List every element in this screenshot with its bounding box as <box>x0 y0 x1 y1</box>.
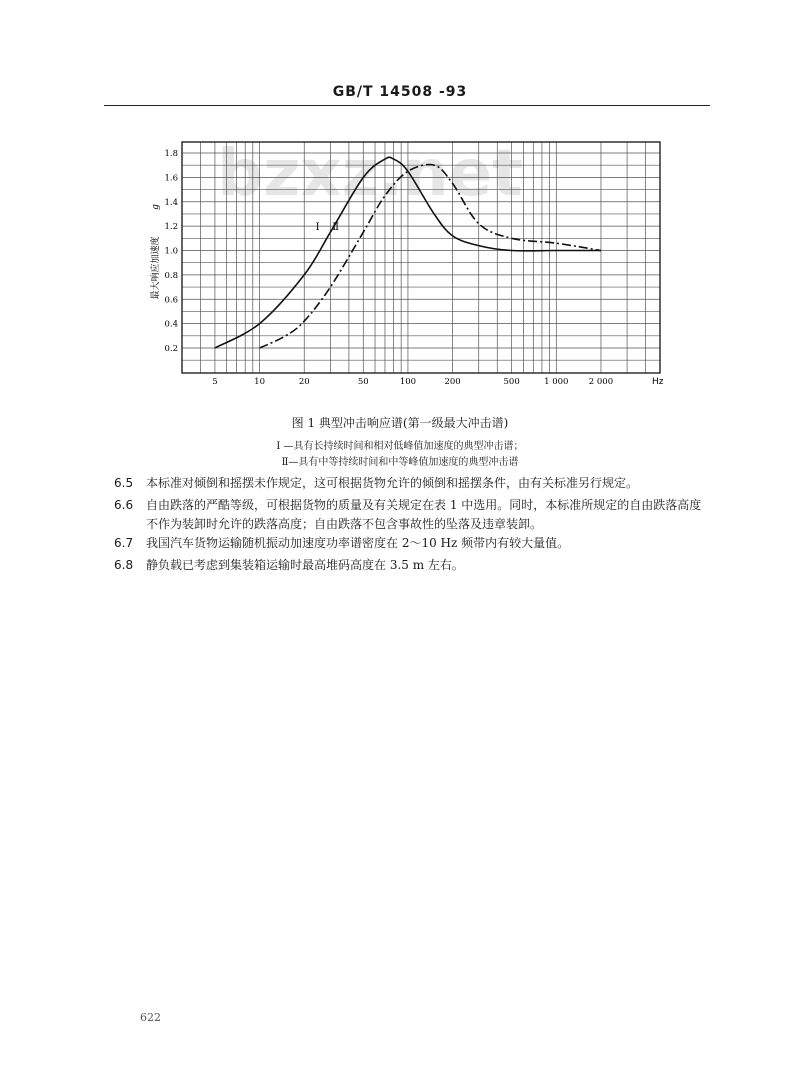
x-tick-label: 10 <box>254 377 265 387</box>
clause-text: 我国汽车货物运输随机振动加速度功率谱密度在 2～10 Hz 频带内有较大量值。 <box>146 536 570 550</box>
watermark: bzxz.net <box>217 137 523 211</box>
y-tick-label: 0.8 <box>164 270 178 281</box>
figure-caption: 图 1 典型冲击响应谱(第一级最大冲击谱) <box>291 416 509 430</box>
clause-number: 6.7 <box>114 536 134 550</box>
clause-text: 本标准对倾倒和摇摆未作规定，这可根据货物允许的倾倒和摇摆条件，由有关标准另行规定。 <box>146 476 639 490</box>
x-tick-label: 500 <box>503 377 520 387</box>
clause-6-7 <box>116 534 712 553</box>
legend-note-2: Ⅱ—具有中等持续时间和中等峰值加速度的典型冲击谱 <box>281 457 519 468</box>
y-tick-label: 1.6 <box>164 173 178 184</box>
x-tick-label: 2 000 <box>588 377 614 387</box>
clause-number: 6.5 <box>114 476 134 490</box>
standard-header: GB/T 14508 -93 <box>332 84 468 100</box>
x-tick-label: 20 <box>298 377 310 387</box>
x-tick-label: 50 <box>357 377 369 387</box>
y-axis-label: 最大响应加速度 <box>151 236 161 300</box>
clause-text: 自由跌落的严酷等级，可根据货物的质量及有关规定在表 1 中选用。同时，本标准所规定的自由跌落高度不作为装卸时允许的跌落高度；自由跌落不包含事故性的坠落及违章装卸。 <box>146 498 702 531</box>
y-tick-label: 0.2 <box>164 344 178 354</box>
y-tick-label: 1.4 <box>164 197 178 208</box>
shock-response-chart <box>0 0 800 410</box>
clause-text: 静负载已考虑到集装箱运输时最高堆码高度在 3.5 m 左右。 <box>146 558 464 572</box>
y-tick-label: 0.6 <box>164 295 178 306</box>
clause-6-8 <box>116 556 712 575</box>
x-tick-label: 1 000 <box>544 377 569 387</box>
y-tick-labels <box>164 149 178 354</box>
y-tick-label: 1.2 <box>164 222 178 233</box>
clause-6-5 <box>116 474 712 493</box>
y-tick-label: 0.4 <box>164 319 178 330</box>
y-tick-label: 1.0 <box>164 246 178 257</box>
clause-number: 6.8 <box>114 558 134 572</box>
y-tick-label: 1.8 <box>164 149 178 159</box>
x-tick-label: 200 <box>444 377 461 387</box>
x-tick-label: 5 <box>212 377 218 387</box>
clause-number: 6.6 <box>114 498 134 512</box>
x-tick-labels <box>212 377 613 387</box>
y-axis-unit: g <box>151 204 161 210</box>
legend-note-1: I —具有长持续时间和相对低峰值加速度的典型冲击谱； <box>276 441 524 452</box>
series-label-2: Ⅱ <box>332 222 340 234</box>
x-axis-unit: Hz <box>652 377 664 387</box>
page-number: 622 <box>140 1011 161 1024</box>
series-label-1: I <box>315 222 320 234</box>
clause-6-6 <box>116 496 712 534</box>
series-labels <box>316 222 340 233</box>
x-tick-label: 100 <box>399 377 417 387</box>
